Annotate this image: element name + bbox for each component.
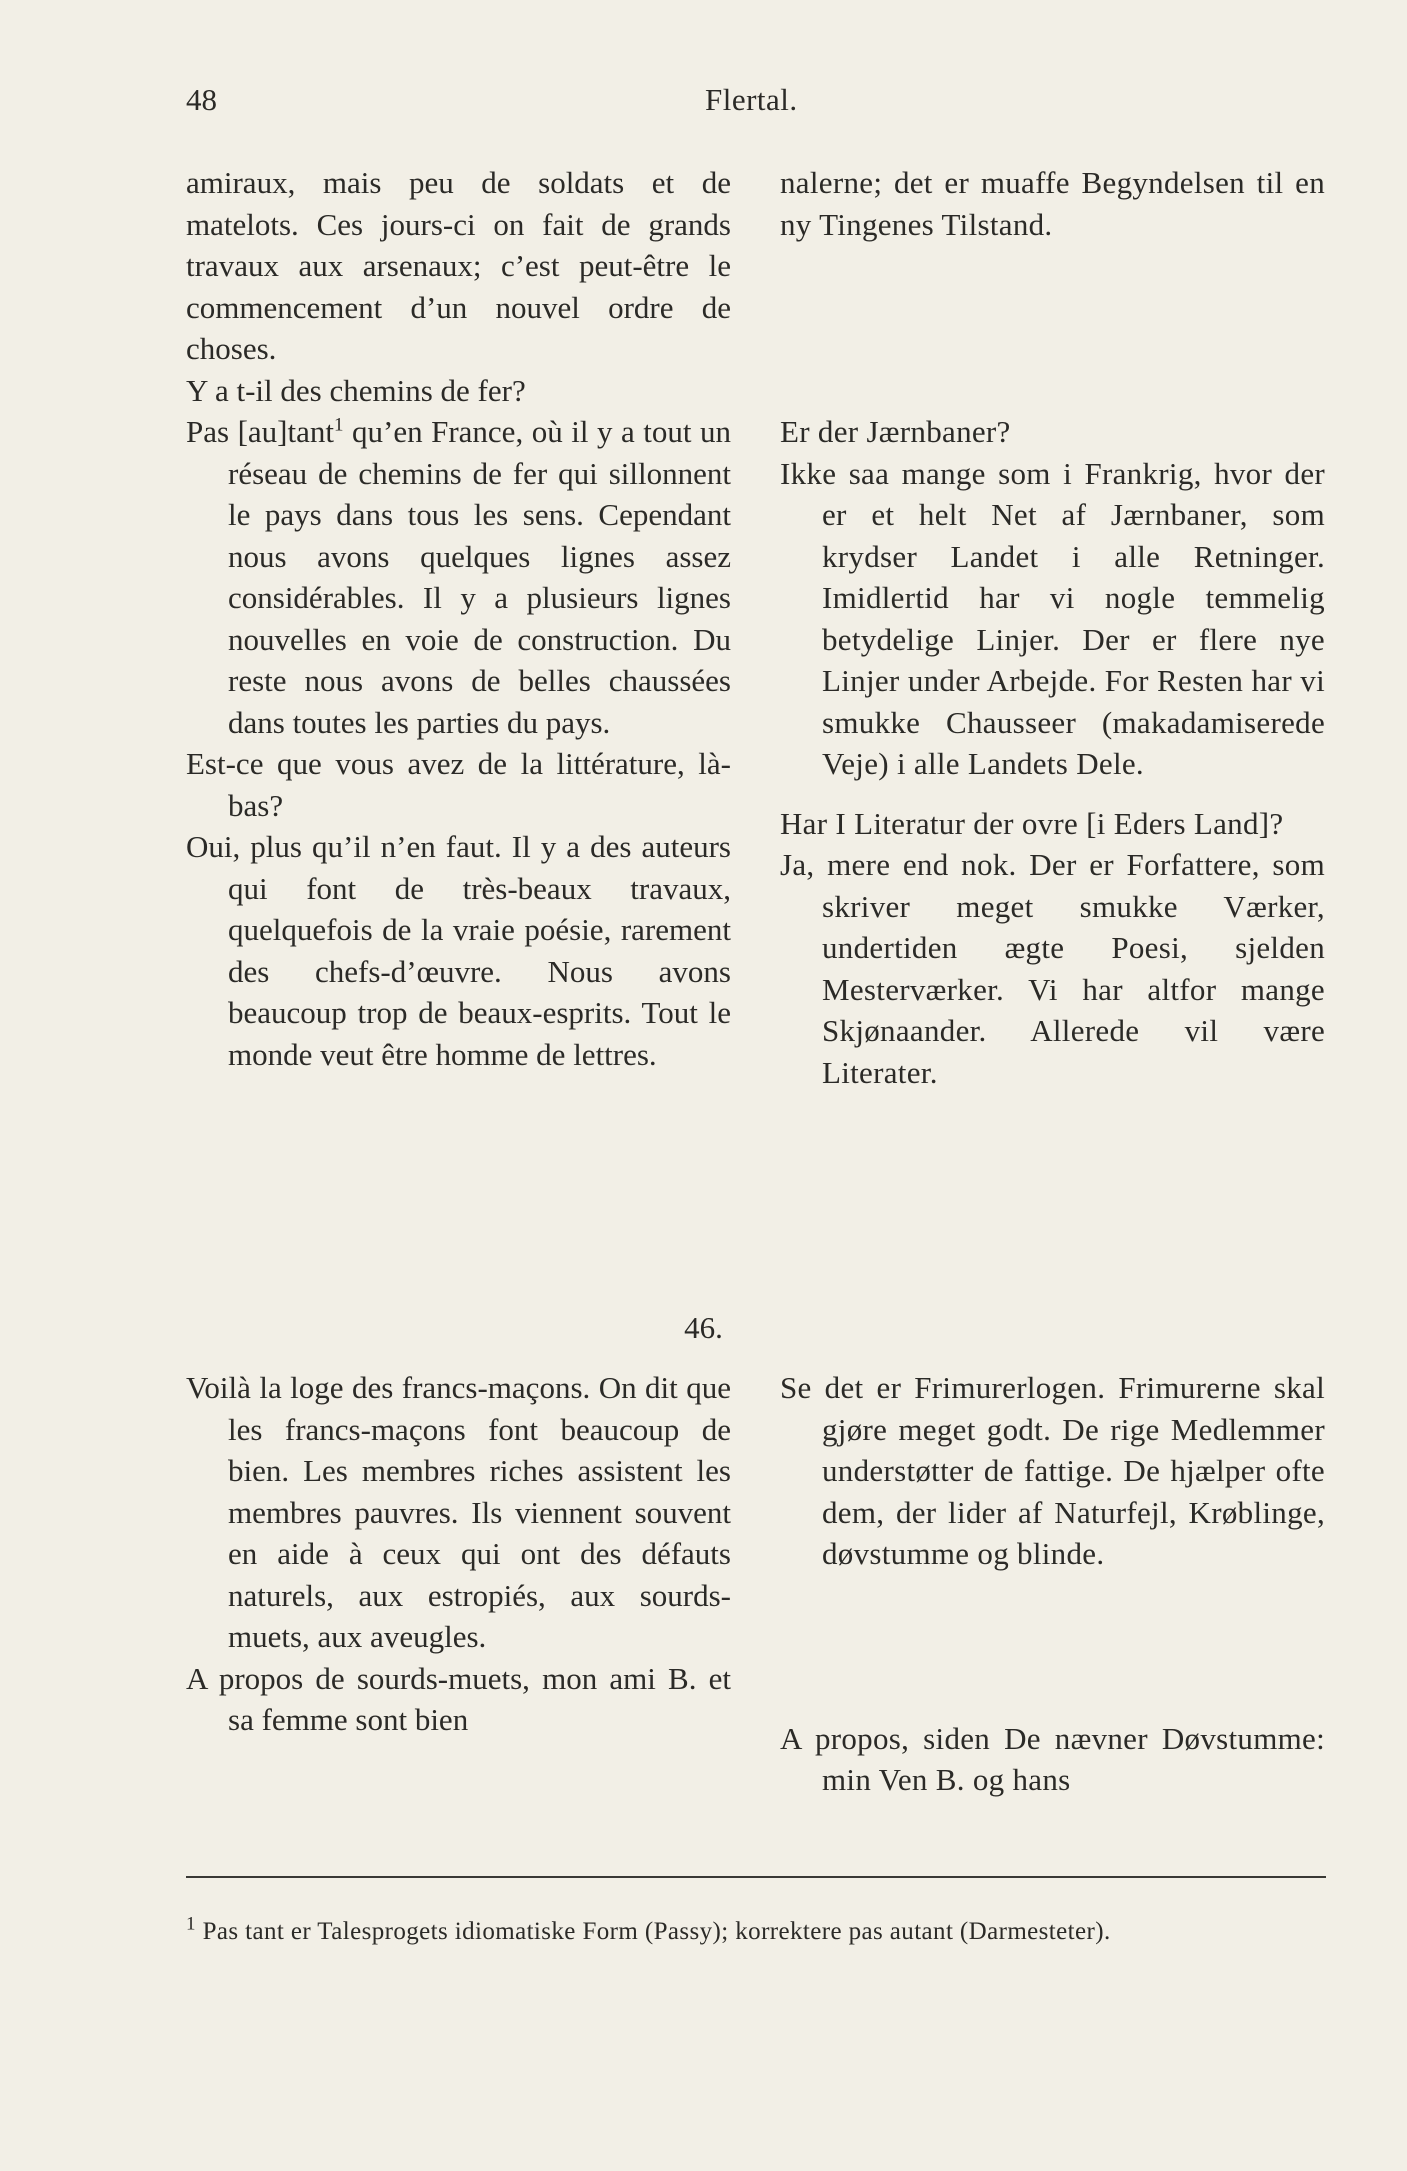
danish-answer: Ikke saa mange som i Frankrig, hvor der er et helt Net af Jærnbaner, som krydser Landet i alle Retninger. Imidlertid har vi nogle temmelig betydelige Linjer. Der er flere nye Linjer under Arbejde. For Resten har vi smukke Chausseer (makadamiserede Veje) i alle Landets Dele. (780, 455, 1325, 781)
footnote-mark: 1 (186, 1913, 196, 1935)
french-column-bottom (186, 1367, 731, 1741)
page-number: 48 (186, 82, 217, 117)
french-answer: Oui, plus qu’il n’en faut. Il y a des auteurs qui font de très-beaux travaux, quelquefois de la vraie poésie, rarement des chefs-d’œuvre. Nous avons beaucoup trop de beaux-esprits. Tout le monde veut être homme de lettres. (186, 829, 731, 1072)
footnote-reference: 1 (333, 414, 344, 436)
danish-question: Er der Jærnbaner? (780, 414, 1011, 449)
footnote-divider (186, 1876, 1326, 1878)
footnote (186, 1915, 1326, 1949)
danish-column-top (780, 162, 1325, 1093)
danish-paragraph: Se det er Frimurerlogen. Frimurerne skal gjøre meget godt. De rige Medlemmer understøtter de fattige. De hjælper ofte dem, der lider af Naturfejl, Krøblinge, døvstumme og blinde. (780, 1370, 1325, 1571)
french-paragraph: A propos de sourds-muets, mon ami B. et sa femme sont bien (186, 1660, 731, 1737)
danish-column-bottom (780, 1367, 1325, 1801)
danish-question: Har I Literatur der ovre [i Eders Land]? (780, 805, 1284, 841)
section-number: 46. (684, 1310, 723, 1345)
danish-paragraph: A propos, siden De nævner Døvstumme: min Ven B. og hans (780, 1720, 1325, 1797)
page-header (0, 82, 1407, 132)
french-answer: Pas [au]tant$^1$ qu’en France, où il y a tout un réseau de chemins de fer qui sillonnent le pays dans tous les sens. Cependant nous avons quelques lignes assez considérables. Il y a plusieurs lignes nouvelles en voie de construction. Du reste nous avons de belles chaussées dans toutes les parties du pays. (186, 414, 731, 740)
running-title: Flertal. (705, 82, 798, 117)
french-paragraph: Voilà la loge des francs-maçons. On dit que les francs-maçons font beaucoup de bien. Les membres riches assistent les membres pauvres. Ils viennent souvent en aide à ceux qui ont des défauts naturels, aux estropiés, aux sourds-muets, aux aveugles. (186, 1370, 731, 1654)
footnote-text: Pas tant er Talesprogets idiomatiske Form (Passy); korrektere pas autant (Darmesteter). (202, 1918, 1111, 1945)
danish-paragraph: nalerne; det er muaffe Begyndelsen til en ny Tingenes Tilstand. (780, 165, 1325, 242)
french-column-top (186, 162, 731, 1075)
french-question: Y a t-il des chemins de fer? (186, 372, 526, 408)
danish-answer: Ja, mere end nok. Der er Forfattere, som skriver meget smukke Værker, undertiden ægte Poesi, sjelden Mesterværker. Vi har altfor mange Skjønaander. Allerede vil være Literater. (780, 847, 1325, 1090)
french-paragraph: amiraux, mais peu de soldats et de matelots. Ces jours-ci on fait de grands travaux aux arsenaux; c’est peut-être le commencement d’un nouvel ordre de choses. (186, 165, 731, 366)
french-question: Est-ce que vous avez de la littérature, là-bas? (186, 746, 731, 823)
